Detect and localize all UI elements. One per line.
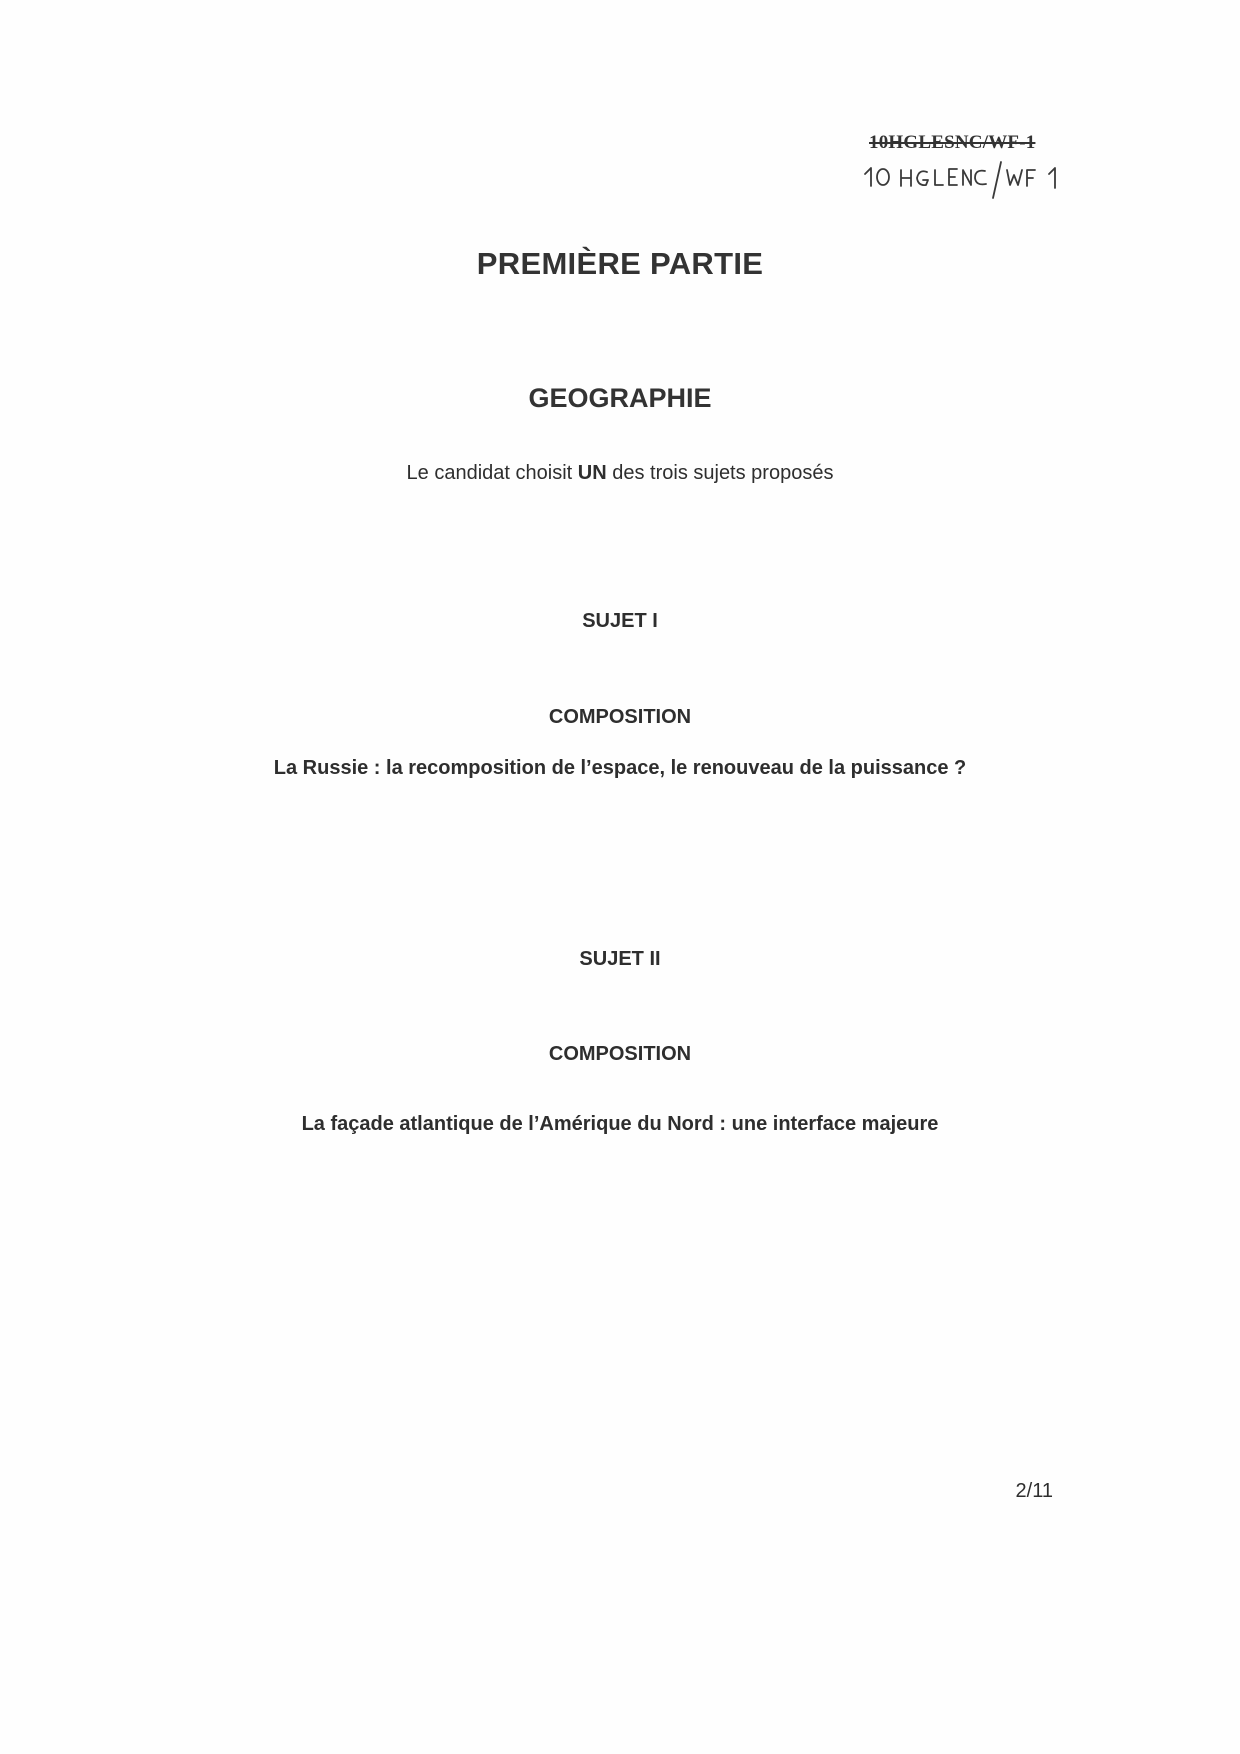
instruction-before: Le candidat choisit xyxy=(406,462,578,484)
sujet-2-title: La façade atlantique de l’Amérique du Nord : une interface majeure xyxy=(301,1113,939,1135)
reference-code-handwritten xyxy=(855,156,1075,202)
instruction-after: des trois sujets proposés xyxy=(606,462,834,484)
sujet-1-title: La Russie : la recomposition de l’espace, le renouveau de la puissance ? xyxy=(273,757,967,779)
page-number: 2/11 xyxy=(1015,1480,1053,1502)
sujet-2-type: COMPOSITION xyxy=(548,1043,692,1065)
instruction-text xyxy=(0,462,1240,485)
reference-code-block xyxy=(855,132,1085,154)
instruction-emphasis: UN xyxy=(577,462,607,484)
sujet-1-type: COMPOSITION xyxy=(548,706,692,728)
sujet-1-label: SUJET I xyxy=(582,610,658,632)
sujet-2-label: SUJET II xyxy=(579,948,661,970)
discipline-title: GEOGRAPHIE xyxy=(528,383,712,413)
handwritten-correction-icon xyxy=(855,156,1075,202)
reference-code-printed: 10HGLESNC/WF-1 xyxy=(869,132,1036,153)
part-title: PREMIÈRE PARTIE xyxy=(476,246,764,281)
